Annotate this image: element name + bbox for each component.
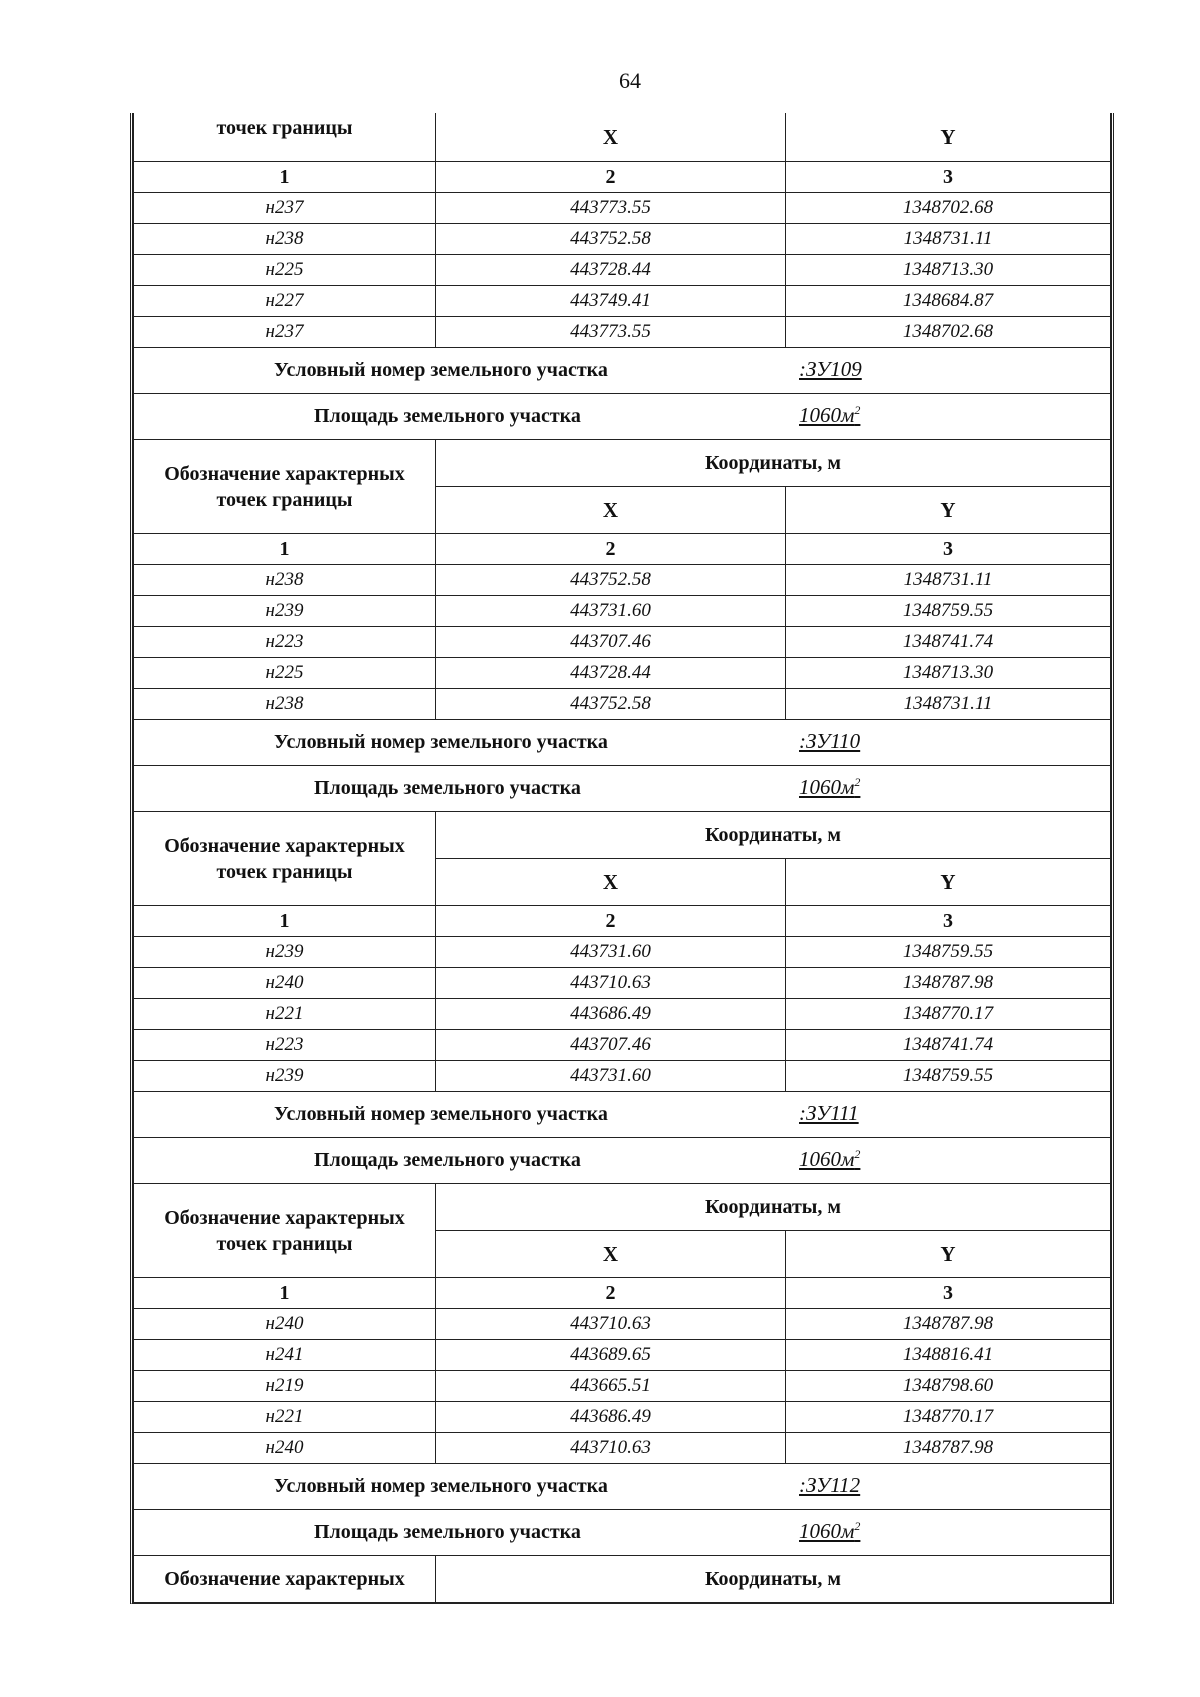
point-id: н238 bbox=[134, 565, 436, 596]
table-row bbox=[134, 658, 1111, 689]
x-value: 443752.58 bbox=[436, 224, 786, 255]
parcel-number-row bbox=[134, 348, 1111, 394]
y-value: 1348713.30 bbox=[786, 658, 1111, 689]
coordinates-header: Координаты, м bbox=[436, 1184, 1111, 1231]
col-number-1: 1 bbox=[134, 906, 436, 937]
y-header: Y bbox=[786, 859, 1111, 906]
continuation-header-row bbox=[134, 113, 1111, 162]
y-value: 1348787.98 bbox=[786, 1433, 1111, 1464]
table-row bbox=[134, 193, 1111, 224]
x-header: X bbox=[436, 1231, 786, 1278]
y-value: 1348759.55 bbox=[786, 1061, 1111, 1092]
y-value: 1348816.41 bbox=[786, 1340, 1111, 1371]
parcel-area-row bbox=[134, 766, 1111, 812]
y-value: 1348787.98 bbox=[786, 1309, 1111, 1340]
col-number-2: 2 bbox=[436, 906, 786, 937]
col-number-3: 3 bbox=[786, 162, 1111, 193]
table-row bbox=[134, 1309, 1111, 1340]
parcel-number-row bbox=[134, 1464, 1111, 1510]
y-value: 1348741.74 bbox=[786, 1030, 1111, 1061]
table-row bbox=[134, 317, 1111, 348]
x-value: 443665.51 bbox=[436, 1371, 786, 1402]
point-id: н240 bbox=[134, 968, 436, 999]
point-id: н225 bbox=[134, 255, 436, 286]
col-number-3: 3 bbox=[786, 906, 1111, 937]
point-id: н221 bbox=[134, 999, 436, 1030]
table-row bbox=[134, 627, 1111, 658]
point-id: н223 bbox=[134, 627, 436, 658]
table-row bbox=[134, 968, 1111, 999]
parcel-number-value: :ЗУ112 bbox=[799, 1473, 861, 1497]
x-value: 443710.63 bbox=[436, 968, 786, 999]
table-row bbox=[134, 565, 1111, 596]
parcel-number-label: Условный номер земельного участка bbox=[274, 1475, 608, 1497]
parcel-area-label: Площадь земельного участка bbox=[314, 405, 581, 427]
y-value: 1348702.68 bbox=[786, 193, 1111, 224]
point-id: н240 bbox=[134, 1309, 436, 1340]
parcel-area-value: $1060м^2$ bbox=[799, 1147, 861, 1171]
point-id: н221 bbox=[134, 1402, 436, 1433]
col-number-2: 2 bbox=[436, 534, 786, 565]
point-id: н219 bbox=[134, 1371, 436, 1402]
designation-header: Обозначение характерных точек границы bbox=[134, 812, 436, 906]
parcel-number-value: :ЗУ109 bbox=[799, 357, 862, 381]
column-number-row bbox=[134, 906, 1111, 937]
table-row bbox=[134, 1030, 1111, 1061]
point-id: н223 bbox=[134, 1030, 436, 1061]
x-header: X bbox=[436, 487, 786, 534]
parcel-number-label: Условный номер земельного участка bbox=[274, 359, 608, 381]
point-id: н238 bbox=[134, 224, 436, 255]
coordinates-document bbox=[130, 113, 1114, 1604]
x-value: 443752.58 bbox=[436, 689, 786, 720]
col-number-1: 1 bbox=[134, 162, 436, 193]
x-value: 443707.46 bbox=[436, 627, 786, 658]
column-number-row bbox=[134, 534, 1111, 565]
col-number-1: 1 bbox=[134, 534, 436, 565]
table-row bbox=[134, 286, 1111, 317]
x-value: 443686.49 bbox=[436, 1402, 786, 1433]
parcel-area-value: $1060м^2$ bbox=[799, 403, 861, 427]
coordinates-table bbox=[133, 113, 1111, 1603]
parcel-area-label: Площадь земельного участка bbox=[314, 777, 581, 799]
x-value: 443752.58 bbox=[436, 565, 786, 596]
coordinates-header: Координаты, м bbox=[436, 812, 1111, 859]
x-value: 443749.41 bbox=[436, 286, 786, 317]
y-header: Y bbox=[786, 113, 1111, 162]
table-row bbox=[134, 1402, 1111, 1433]
coordinates-header: Координаты, м bbox=[436, 1556, 1111, 1603]
y-value: 1348759.55 bbox=[786, 937, 1111, 968]
col-number-1: 1 bbox=[134, 1278, 436, 1309]
y-value: 1348798.60 bbox=[786, 1371, 1111, 1402]
parcel-area-label: Площадь земельного участка bbox=[314, 1521, 581, 1543]
designation-header: Обозначение характерных точек границы bbox=[134, 440, 436, 534]
y-value: 1348770.17 bbox=[786, 1402, 1111, 1433]
table-row bbox=[134, 1433, 1111, 1464]
parcel-area-value: $1060м^2$ bbox=[799, 775, 861, 799]
coordinates-header-row bbox=[134, 1556, 1111, 1603]
y-value: 1348770.17 bbox=[786, 999, 1111, 1030]
y-value: 1348731.11 bbox=[786, 224, 1111, 255]
parcel-area-row bbox=[134, 1510, 1111, 1556]
point-id: н239 bbox=[134, 937, 436, 968]
x-value: 443686.49 bbox=[436, 999, 786, 1030]
point-id: н241 bbox=[134, 1340, 436, 1371]
column-number-row bbox=[134, 162, 1111, 193]
parcel-number-value: :ЗУ111 bbox=[799, 1101, 859, 1125]
coordinates-header-row bbox=[134, 812, 1111, 859]
x-value: 443773.55 bbox=[436, 317, 786, 348]
table-row bbox=[134, 689, 1111, 720]
column-number-row bbox=[134, 1278, 1111, 1309]
y-value: 1348684.87 bbox=[786, 286, 1111, 317]
parcel-area-row bbox=[134, 394, 1111, 440]
y-value: 1348741.74 bbox=[786, 627, 1111, 658]
x-value: 443731.60 bbox=[436, 937, 786, 968]
table-row bbox=[134, 937, 1111, 968]
y-value: 1348702.68 bbox=[786, 317, 1111, 348]
x-value: 443731.60 bbox=[436, 1061, 786, 1092]
parcel-number-label: Условный номер земельного участка bbox=[274, 1103, 608, 1125]
point-id: н238 bbox=[134, 689, 436, 720]
col-number-2: 2 bbox=[436, 1278, 786, 1309]
table-row bbox=[134, 1061, 1111, 1092]
point-id: н239 bbox=[134, 1061, 436, 1092]
designation-header-continued: точек границы bbox=[134, 113, 436, 162]
point-id: н239 bbox=[134, 596, 436, 627]
page-number: 64 bbox=[619, 68, 641, 93]
x-value: 443731.60 bbox=[436, 596, 786, 627]
coordinates-header-row bbox=[134, 1184, 1111, 1231]
table-row bbox=[134, 596, 1111, 627]
table-row bbox=[134, 1340, 1111, 1371]
parcel-area-value: $1060м^2$ bbox=[799, 1519, 861, 1543]
x-value: 443773.55 bbox=[436, 193, 786, 224]
coordinates-header-row bbox=[134, 440, 1111, 487]
x-value: 443689.65 bbox=[436, 1340, 786, 1371]
table-row bbox=[134, 999, 1111, 1030]
table-row bbox=[134, 255, 1111, 286]
col-number-3: 3 bbox=[786, 534, 1111, 565]
x-header: X bbox=[436, 113, 786, 162]
designation-header: Обозначение характерных bbox=[134, 1556, 436, 1603]
x-value: 443707.46 bbox=[436, 1030, 786, 1061]
point-id: н227 bbox=[134, 286, 436, 317]
parcel-number-value: :ЗУ110 bbox=[799, 729, 861, 753]
y-value: 1348731.11 bbox=[786, 689, 1111, 720]
point-id: н225 bbox=[134, 658, 436, 689]
x-value: 443728.44 bbox=[436, 658, 786, 689]
parcel-number-row bbox=[134, 1092, 1111, 1138]
y-value: 1348787.98 bbox=[786, 968, 1111, 999]
point-id: н237 bbox=[134, 193, 436, 224]
parcel-area-label: Площадь земельного участка bbox=[314, 1149, 581, 1171]
parcel-area-row bbox=[134, 1138, 1111, 1184]
point-id: н237 bbox=[134, 317, 436, 348]
y-header: Y bbox=[786, 1231, 1111, 1278]
y-value: 1348759.55 bbox=[786, 596, 1111, 627]
table-row bbox=[134, 224, 1111, 255]
y-header: Y bbox=[786, 487, 1111, 534]
point-id: н240 bbox=[134, 1433, 436, 1464]
col-number-2: 2 bbox=[436, 162, 786, 193]
x-value: 443710.63 bbox=[436, 1433, 786, 1464]
x-value: 443728.44 bbox=[436, 255, 786, 286]
x-header: X bbox=[436, 859, 786, 906]
y-value: 1348713.30 bbox=[786, 255, 1111, 286]
col-number-3: 3 bbox=[786, 1278, 1111, 1309]
coordinates-header: Координаты, м bbox=[436, 440, 1111, 487]
table-row bbox=[134, 1371, 1111, 1402]
x-value: 443710.63 bbox=[436, 1309, 786, 1340]
parcel-number-row bbox=[134, 720, 1111, 766]
designation-header: Обозначение характерных точек границы bbox=[134, 1184, 436, 1278]
parcel-number-label: Условный номер земельного участка bbox=[274, 731, 608, 753]
y-value: 1348731.11 bbox=[786, 565, 1111, 596]
